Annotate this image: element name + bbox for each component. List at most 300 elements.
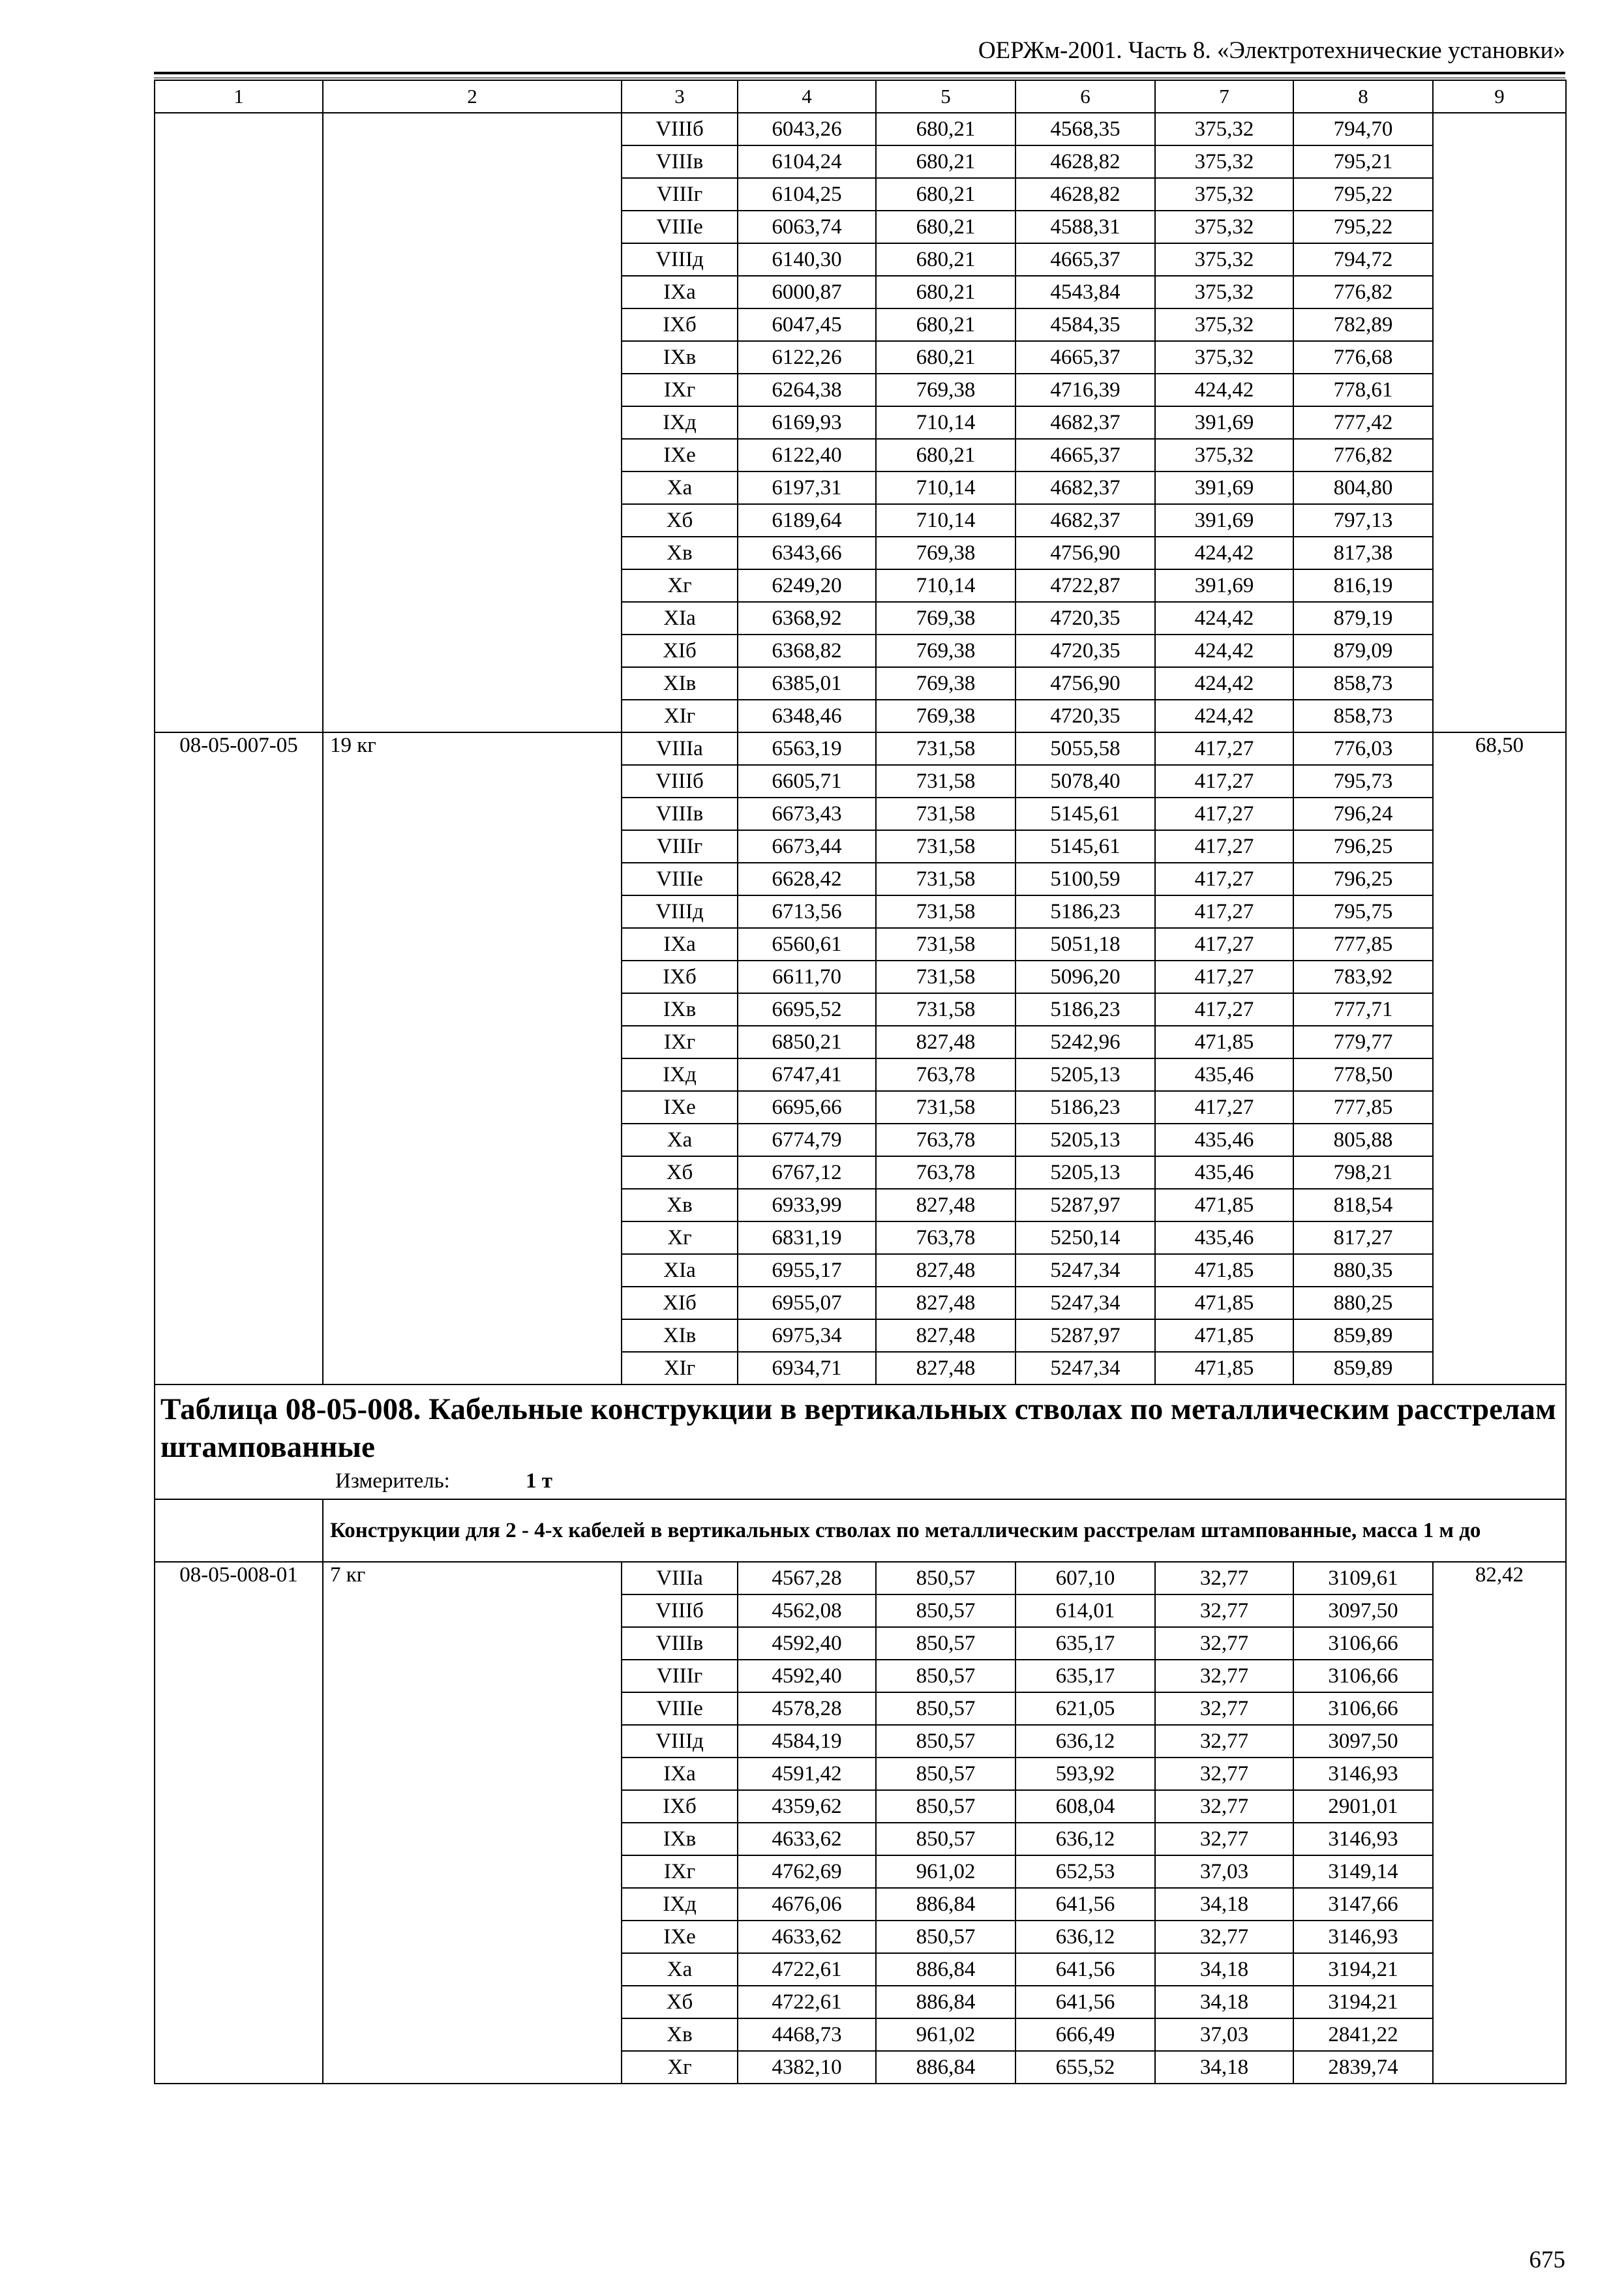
mass-cell: 19 кг	[323, 732, 622, 1384]
total-cost-cell: 6713,56	[738, 895, 876, 928]
driver-wage-cell: 417,27	[1155, 993, 1293, 1026]
machine-cost-cell: 5205,13	[1015, 1124, 1155, 1156]
zone-cell: IXг	[622, 1026, 738, 1058]
machine-cost-cell: 655,52	[1015, 2051, 1155, 2084]
driver-wage-cell: 34,18	[1155, 1986, 1293, 2018]
labor-cost-cell: 680,21	[876, 439, 1015, 471]
table-title: Таблица 08-05-008. Кабельные конструкции в вертикальных стволах по металлическим расстрелам штампованные	[160, 1392, 1556, 1464]
zone-cell: Xг	[622, 1221, 738, 1254]
driver-wage-cell: 391,69	[1155, 504, 1293, 537]
material-cost-cell: 776,68	[1293, 341, 1433, 374]
machine-cost-cell: 652,53	[1015, 1855, 1155, 1888]
zone-cell: VIIIд	[622, 895, 738, 928]
machine-cost-cell: 666,49	[1015, 2018, 1155, 2051]
zone-cell: VIIIг	[622, 830, 738, 863]
total-cost-cell: 6563,19	[738, 732, 876, 765]
total-cost-cell: 6767,12	[738, 1156, 876, 1189]
zone-cell: Xв	[622, 1189, 738, 1221]
zone-cell: IXв	[622, 1823, 738, 1855]
column-number: 7	[1155, 80, 1293, 113]
machine-cost-cell: 5247,34	[1015, 1254, 1155, 1287]
driver-wage-cell: 391,69	[1155, 569, 1293, 602]
table-row	[155, 732, 1566, 765]
total-cost-cell: 6368,92	[738, 602, 876, 635]
zone-cell: VIIIд	[622, 1725, 738, 1758]
driver-wage-cell: 375,32	[1155, 276, 1293, 308]
machine-cost-cell: 4665,37	[1015, 341, 1155, 374]
machine-cost-cell: 641,56	[1015, 1953, 1155, 1986]
zone-cell: Xб	[622, 504, 738, 537]
column-number-row	[155, 80, 1566, 113]
driver-wage-cell: 375,32	[1155, 243, 1293, 276]
total-cost-cell: 6122,40	[738, 439, 876, 471]
zone-cell: Xб	[622, 1156, 738, 1189]
total-cost-cell: 4633,62	[738, 1921, 876, 1953]
machine-cost-cell: 4682,37	[1015, 471, 1155, 504]
zone-cell: IXа	[622, 1758, 738, 1790]
total-cost-cell: 6197,31	[738, 471, 876, 504]
driver-wage-cell: 471,85	[1155, 1026, 1293, 1058]
labor-cost-cell: 710,14	[876, 471, 1015, 504]
machine-cost-cell: 5250,14	[1015, 1221, 1155, 1254]
total-cost-cell: 4676,06	[738, 1888, 876, 1921]
material-cost-cell: 3106,66	[1293, 1692, 1433, 1725]
total-cost-cell: 6673,44	[738, 830, 876, 863]
driver-wage-cell: 375,32	[1155, 308, 1293, 341]
zone-cell: XIб	[622, 1287, 738, 1319]
driver-wage-cell: 32,77	[1155, 1562, 1293, 1594]
machine-cost-cell: 4716,39	[1015, 374, 1155, 406]
zone-cell: XIб	[622, 635, 738, 667]
labor-cost-cell: 827,48	[876, 1189, 1015, 1221]
labor-cost-cell: 769,38	[876, 635, 1015, 667]
zone-cell: XIа	[622, 602, 738, 635]
total-cost-cell: 6140,30	[738, 243, 876, 276]
labor-cost-cell: 731,58	[876, 993, 1015, 1026]
total-cost-cell: 6000,87	[738, 276, 876, 308]
column-number: 5	[876, 80, 1015, 113]
labor-cost-cell: 886,84	[876, 1986, 1015, 2018]
total-cost-cell: 4359,62	[738, 1790, 876, 1823]
labor-cost-cell: 680,21	[876, 276, 1015, 308]
material-cost-cell: 795,22	[1293, 211, 1433, 243]
machine-cost-cell: 5287,97	[1015, 1319, 1155, 1352]
material-cost-cell: 804,80	[1293, 471, 1433, 504]
total-cost-cell: 6955,07	[738, 1287, 876, 1319]
material-cost-cell: 796,24	[1293, 798, 1433, 830]
total-cost-cell: 6122,26	[738, 341, 876, 374]
zone-cell: IXд	[622, 406, 738, 439]
total-cost-cell: 4468,73	[738, 2018, 876, 2051]
zone-cell: IXе	[622, 1091, 738, 1124]
zone-cell: VIIIб	[622, 765, 738, 798]
table-row	[155, 1562, 1566, 1594]
material-cost-cell: 777,85	[1293, 1091, 1433, 1124]
total-cost-cell: 6368,82	[738, 635, 876, 667]
machine-cost-cell: 5247,34	[1015, 1352, 1155, 1384]
zone-cell: VIIIв	[622, 1627, 738, 1660]
header-rule	[154, 72, 1565, 78]
labor-cost-cell: 850,57	[876, 1692, 1015, 1725]
measure-value: 1 т	[526, 1469, 552, 1493]
material-cost-cell: 880,35	[1293, 1254, 1433, 1287]
machine-cost-cell: 4628,82	[1015, 145, 1155, 178]
zone-cell: IXд	[622, 1888, 738, 1921]
labor-cost-cell: 710,14	[876, 406, 1015, 439]
machine-cost-cell: 636,12	[1015, 1921, 1155, 1953]
driver-wage-cell: 471,85	[1155, 1352, 1293, 1384]
labor-cost-cell: 769,38	[876, 602, 1015, 635]
driver-wage-cell: 32,77	[1155, 1758, 1293, 1790]
driver-wage-cell: 32,77	[1155, 1823, 1293, 1855]
driver-wage-cell: 375,32	[1155, 145, 1293, 178]
zone-cell: Xа	[622, 1124, 738, 1156]
material-cost-cell: 3106,66	[1293, 1627, 1433, 1660]
machine-cost-cell: 5145,61	[1015, 830, 1155, 863]
labor-cost-cell: 710,14	[876, 569, 1015, 602]
zone-cell: IXе	[622, 439, 738, 471]
machine-cost-cell: 608,04	[1015, 1790, 1155, 1823]
material-cost-cell: 3146,93	[1293, 1758, 1433, 1790]
machine-cost-cell: 5287,97	[1015, 1189, 1155, 1221]
machine-cost-cell: 5096,20	[1015, 961, 1155, 993]
column-number: 3	[622, 80, 738, 113]
driver-wage-cell: 375,32	[1155, 439, 1293, 471]
driver-wage-cell: 417,27	[1155, 830, 1293, 863]
material-cost-cell: 777,85	[1293, 928, 1433, 961]
material-cost-cell: 776,82	[1293, 439, 1433, 471]
driver-wage-cell: 32,77	[1155, 1594, 1293, 1627]
driver-wage-cell: 34,18	[1155, 1888, 1293, 1921]
machine-cost-cell: 593,92	[1015, 1758, 1155, 1790]
material-cost-cell: 3097,50	[1293, 1725, 1433, 1758]
driver-wage-cell: 32,77	[1155, 1725, 1293, 1758]
machine-cost-cell: 5186,23	[1015, 993, 1155, 1026]
driver-wage-cell: 471,85	[1155, 1319, 1293, 1352]
labor-cost-cell: 850,57	[876, 1823, 1015, 1855]
machine-cost-cell: 4720,35	[1015, 635, 1155, 667]
zone-cell: IXб	[622, 308, 738, 341]
zone-cell: XIв	[622, 667, 738, 700]
total-cost-cell: 6933,99	[738, 1189, 876, 1221]
driver-wage-cell: 435,46	[1155, 1058, 1293, 1091]
material-cost-cell: 858,73	[1293, 667, 1433, 700]
total-cost-cell: 6628,42	[738, 863, 876, 895]
total-cost-cell: 6975,34	[738, 1319, 876, 1352]
driver-wage-cell: 32,77	[1155, 1627, 1293, 1660]
material-cost-cell: 798,21	[1293, 1156, 1433, 1189]
table-title-cell	[155, 1384, 1566, 1499]
labor-cost-cell: 850,57	[876, 1790, 1015, 1823]
zone-cell: VIIIе	[622, 1692, 738, 1725]
labor-cost-cell: 827,48	[876, 1026, 1015, 1058]
driver-wage-cell: 375,32	[1155, 211, 1293, 243]
material-cost-cell: 817,27	[1293, 1221, 1433, 1254]
driver-wage-cell: 417,27	[1155, 895, 1293, 928]
material-cost-cell: 3194,21	[1293, 1986, 1433, 2018]
labor-cost-cell: 731,58	[876, 928, 1015, 961]
driver-wage-cell: 32,77	[1155, 1921, 1293, 1953]
zone-cell: XIг	[622, 1352, 738, 1384]
total-cost-cell: 6385,01	[738, 667, 876, 700]
material-cost-cell: 859,89	[1293, 1352, 1433, 1384]
machine-cost-cell: 4628,82	[1015, 178, 1155, 211]
total-cost-cell: 4382,10	[738, 2051, 876, 2084]
material-cost-cell: 3146,93	[1293, 1921, 1433, 1953]
material-cost-cell: 797,13	[1293, 504, 1433, 537]
driver-wage-cell: 417,27	[1155, 961, 1293, 993]
total-cost-cell: 6104,25	[738, 178, 876, 211]
zone-cell: VIIIа	[622, 732, 738, 765]
zone-cell: VIIIа	[622, 1562, 738, 1594]
machine-cost-cell: 5205,13	[1015, 1156, 1155, 1189]
page-number: 675	[1529, 2247, 1565, 2273]
zone-cell: IXв	[622, 993, 738, 1026]
machine-cost-cell: 4665,37	[1015, 243, 1155, 276]
total-cost-cell: 6611,70	[738, 961, 876, 993]
machine-cost-cell: 5051,18	[1015, 928, 1155, 961]
labor-cost-cell: 850,57	[876, 1660, 1015, 1692]
material-cost-cell: 3146,93	[1293, 1823, 1433, 1855]
labor-cost-cell: 850,57	[876, 1562, 1015, 1594]
driver-wage-cell: 435,46	[1155, 1221, 1293, 1254]
zone-cell: VIIIд	[622, 243, 738, 276]
total-cost-cell: 6063,74	[738, 211, 876, 243]
total-cost-cell: 4633,62	[738, 1823, 876, 1855]
driver-wage-cell: 424,42	[1155, 700, 1293, 732]
zone-cell: IXг	[622, 374, 738, 406]
zone-cell: IXа	[622, 928, 738, 961]
driver-wage-cell: 435,46	[1155, 1156, 1293, 1189]
labor-cost-cell: 827,48	[876, 1319, 1015, 1352]
labor-cost-cell: 763,78	[876, 1124, 1015, 1156]
labor-cost-cell: 850,57	[876, 1725, 1015, 1758]
total-cost-cell: 6695,52	[738, 993, 876, 1026]
total-cost-cell: 6605,71	[738, 765, 876, 798]
driver-wage-cell: 417,27	[1155, 765, 1293, 798]
total-cost-cell: 6189,64	[738, 504, 876, 537]
driver-wage-cell: 37,03	[1155, 2018, 1293, 2051]
material-cost-cell: 2839,74	[1293, 2051, 1433, 2084]
labor-cost-cell: 886,84	[876, 1888, 1015, 1921]
labor-cost-cell: 731,58	[876, 798, 1015, 830]
column-number: 9	[1433, 80, 1566, 113]
labor-cost-cell: 827,48	[876, 1287, 1015, 1319]
zone-cell: IXд	[622, 1058, 738, 1091]
zone-cell: IXб	[622, 1790, 738, 1823]
driver-wage-cell: 375,32	[1155, 178, 1293, 211]
column-9-cell: 68,50	[1433, 732, 1566, 1384]
driver-wage-cell: 37,03	[1155, 1855, 1293, 1888]
total-cost-cell: 4762,69	[738, 1855, 876, 1888]
material-cost-cell: 880,25	[1293, 1287, 1433, 1319]
machine-cost-cell: 4720,35	[1015, 700, 1155, 732]
machine-cost-cell: 5145,61	[1015, 798, 1155, 830]
driver-wage-cell: 417,27	[1155, 863, 1293, 895]
material-cost-cell: 2841,22	[1293, 2018, 1433, 2051]
driver-wage-cell: 34,18	[1155, 2051, 1293, 2084]
zone-cell: XIв	[622, 1319, 738, 1352]
material-cost-cell: 794,72	[1293, 243, 1433, 276]
labor-cost-cell: 827,48	[876, 1254, 1015, 1287]
labor-cost-cell: 961,02	[876, 2018, 1015, 2051]
column-9-cell	[1433, 113, 1566, 732]
labor-cost-cell: 769,38	[876, 374, 1015, 406]
material-cost-cell: 879,09	[1293, 635, 1433, 667]
driver-wage-cell: 391,69	[1155, 406, 1293, 439]
total-cost-cell: 6043,26	[738, 113, 876, 145]
labor-cost-cell: 731,58	[876, 863, 1015, 895]
total-cost-cell: 6695,66	[738, 1091, 876, 1124]
mass-cell: 7 кг	[323, 1562, 622, 2084]
driver-wage-cell: 32,77	[1155, 1790, 1293, 1823]
column-number: 6	[1015, 80, 1155, 113]
material-cost-cell: 778,50	[1293, 1058, 1433, 1091]
machine-cost-cell: 5205,13	[1015, 1058, 1155, 1091]
material-cost-cell: 3149,14	[1293, 1855, 1433, 1888]
labor-cost-cell: 680,21	[876, 341, 1015, 374]
driver-wage-cell: 32,77	[1155, 1692, 1293, 1725]
column-9-cell: 82,42	[1433, 1562, 1566, 2084]
material-cost-cell: 817,38	[1293, 537, 1433, 569]
total-cost-cell: 4722,61	[738, 1986, 876, 2018]
material-cost-cell: 3194,21	[1293, 1953, 1433, 1986]
material-cost-cell: 879,19	[1293, 602, 1433, 635]
labor-cost-cell: 850,57	[876, 1758, 1015, 1790]
machine-cost-cell: 5247,34	[1015, 1287, 1155, 1319]
labor-cost-cell: 763,78	[876, 1058, 1015, 1091]
price-table	[154, 80, 1567, 2084]
zone-cell: IXа	[622, 276, 738, 308]
zone-cell: XIг	[622, 700, 738, 732]
driver-wage-cell: 375,32	[1155, 341, 1293, 374]
material-cost-cell: 777,71	[1293, 993, 1433, 1026]
machine-cost-cell: 4543,84	[1015, 276, 1155, 308]
driver-wage-cell: 471,85	[1155, 1287, 1293, 1319]
total-cost-cell: 4562,08	[738, 1594, 876, 1627]
total-cost-cell: 4584,19	[738, 1725, 876, 1758]
machine-cost-cell: 4682,37	[1015, 406, 1155, 439]
labor-cost-cell: 731,58	[876, 1091, 1015, 1124]
machine-cost-cell: 636,12	[1015, 1823, 1155, 1855]
material-cost-cell: 776,03	[1293, 732, 1433, 765]
machine-cost-cell: 5186,23	[1015, 1091, 1155, 1124]
material-cost-cell: 779,77	[1293, 1026, 1433, 1058]
labor-cost-cell: 680,21	[876, 178, 1015, 211]
machine-cost-cell: 4665,37	[1015, 439, 1155, 471]
running-header: ОЕРЖм-2001. Часть 8. «Электротехнические установки»	[978, 37, 1565, 64]
material-cost-cell: 858,73	[1293, 700, 1433, 732]
total-cost-cell: 6850,21	[738, 1026, 876, 1058]
driver-wage-cell: 417,27	[1155, 928, 1293, 961]
material-cost-cell: 3147,66	[1293, 1888, 1433, 1921]
zone-cell: XIа	[622, 1254, 738, 1287]
labor-cost-cell: 827,48	[876, 1352, 1015, 1384]
driver-wage-cell: 424,42	[1155, 635, 1293, 667]
machine-cost-cell: 641,56	[1015, 1888, 1155, 1921]
labor-cost-cell: 769,38	[876, 700, 1015, 732]
zone-cell: Xв	[622, 537, 738, 569]
table-title-row	[155, 1384, 1566, 1499]
total-cost-cell: 4591,42	[738, 1758, 876, 1790]
total-cost-cell: 6264,38	[738, 374, 876, 406]
zone-cell: Xа	[622, 471, 738, 504]
rate-code-cell: 08-05-008-01	[155, 1562, 323, 2084]
machine-cost-cell: 4588,31	[1015, 211, 1155, 243]
total-cost-cell: 6774,79	[738, 1124, 876, 1156]
material-cost-cell: 783,92	[1293, 961, 1433, 993]
zone-cell: IXг	[622, 1855, 738, 1888]
driver-wage-cell: 424,42	[1155, 602, 1293, 635]
measure-line	[160, 1467, 1560, 1495]
driver-wage-cell: 417,27	[1155, 1091, 1293, 1124]
zone-cell: VIIIе	[622, 211, 738, 243]
material-cost-cell: 796,25	[1293, 830, 1433, 863]
mass-cell	[323, 113, 622, 732]
labor-cost-cell: 850,57	[876, 1627, 1015, 1660]
total-cost-cell: 6348,46	[738, 700, 876, 732]
column-number: 2	[323, 80, 622, 113]
machine-cost-cell: 635,17	[1015, 1627, 1155, 1660]
machine-cost-cell: 4756,90	[1015, 537, 1155, 569]
total-cost-cell: 4592,40	[738, 1627, 876, 1660]
labor-cost-cell: 886,84	[876, 2051, 1015, 2084]
description-row	[155, 1499, 1566, 1562]
total-cost-cell: 6249,20	[738, 569, 876, 602]
zone-cell: VIIIг	[622, 178, 738, 211]
labor-cost-cell: 731,58	[876, 732, 1015, 765]
driver-wage-cell: 417,27	[1155, 732, 1293, 765]
rate-code-cell	[155, 113, 323, 732]
labor-cost-cell: 680,21	[876, 113, 1015, 145]
machine-cost-cell: 607,10	[1015, 1562, 1155, 1594]
machine-cost-cell: 5078,40	[1015, 765, 1155, 798]
driver-wage-cell: 471,85	[1155, 1254, 1293, 1287]
material-cost-cell: 777,42	[1293, 406, 1433, 439]
labor-cost-cell: 731,58	[876, 765, 1015, 798]
total-cost-cell: 6747,41	[738, 1058, 876, 1091]
total-cost-cell: 6934,71	[738, 1352, 876, 1384]
zone-cell: IXе	[622, 1921, 738, 1953]
material-cost-cell: 795,73	[1293, 765, 1433, 798]
driver-wage-cell: 471,85	[1155, 1189, 1293, 1221]
labor-cost-cell: 961,02	[876, 1855, 1015, 1888]
column-number: 4	[738, 80, 876, 113]
total-cost-cell: 4592,40	[738, 1660, 876, 1692]
material-cost-cell: 778,61	[1293, 374, 1433, 406]
labor-cost-cell: 769,38	[876, 537, 1015, 569]
machine-cost-cell: 4720,35	[1015, 602, 1155, 635]
driver-wage-cell: 424,42	[1155, 537, 1293, 569]
column-number: 8	[1293, 80, 1433, 113]
labor-cost-cell: 731,58	[876, 961, 1015, 993]
zone-cell: IXб	[622, 961, 738, 993]
material-cost-cell: 805,88	[1293, 1124, 1433, 1156]
material-cost-cell: 3109,61	[1293, 1562, 1433, 1594]
labor-cost-cell: 886,84	[876, 1953, 1015, 1986]
material-cost-cell: 795,21	[1293, 145, 1433, 178]
labor-cost-cell: 731,58	[876, 895, 1015, 928]
description-cell: Конструкции для 2 - 4-х кабелей в вертикальных стволах по металлическим расстрелам штампованные, масса 1 м до	[323, 1499, 1566, 1562]
total-cost-cell: 6673,43	[738, 798, 876, 830]
labor-cost-cell: 769,38	[876, 667, 1015, 700]
total-cost-cell: 4722,61	[738, 1953, 876, 1986]
material-cost-cell: 795,75	[1293, 895, 1433, 928]
material-cost-cell: 859,89	[1293, 1319, 1433, 1352]
empty-cell	[155, 1499, 323, 1562]
labor-cost-cell: 731,58	[876, 830, 1015, 863]
driver-wage-cell: 34,18	[1155, 1953, 1293, 1986]
